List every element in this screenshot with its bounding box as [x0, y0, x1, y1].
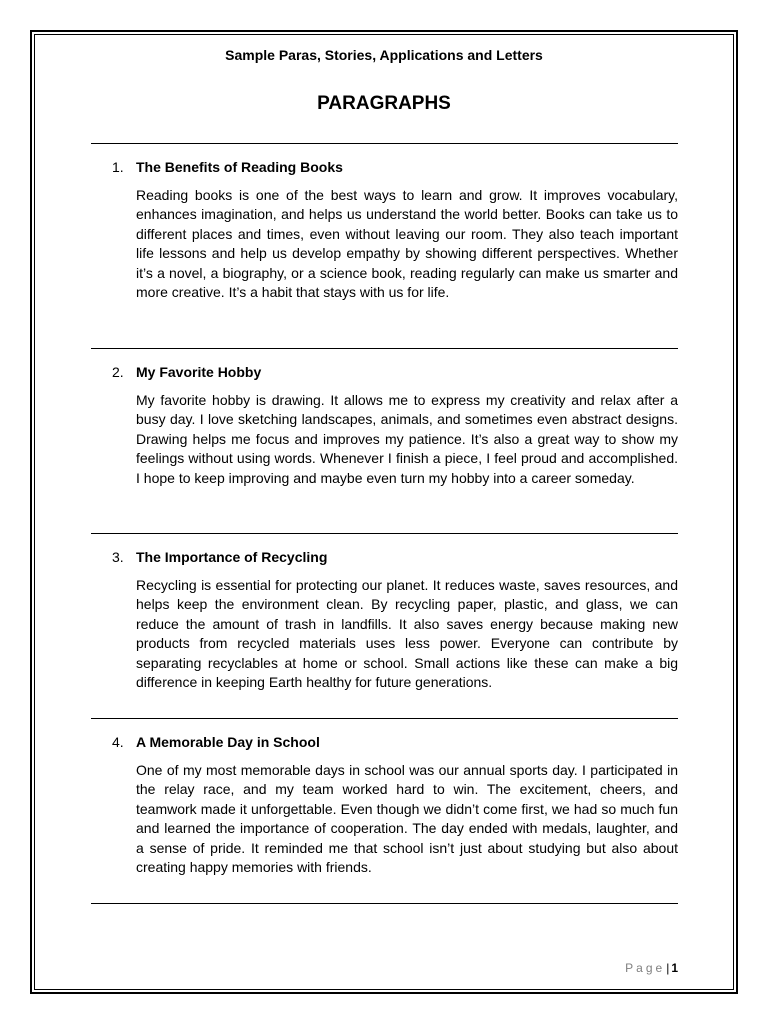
page-footer: [625, 960, 678, 976]
paragraph-section: [91, 547, 678, 692]
section-number: 2.: [112, 364, 124, 380]
section-number: 4.: [112, 734, 124, 750]
page-label: Page: [625, 961, 666, 975]
section-body: Reading books is one of the best ways to learn and grow. It improves vocabulary, enhances imagination, and helps us understand the world better. Books can take us to different places and times, even without leaving our room. They also teach important life lessons and help us develop empathy by showing different perspectives. Whether it’s a novel, a biography, or a science book, reading regularly can make us smarter and more creative. It’s a habit that stays with us for life.: [136, 187, 678, 301]
paragraph-section: [91, 362, 678, 488]
divider: [91, 348, 678, 349]
section-heading: [91, 157, 678, 177]
section-title: The Importance of Recycling: [136, 549, 328, 565]
paragraph-section: [91, 732, 678, 877]
section-heading: [91, 732, 678, 752]
divider: [91, 143, 678, 144]
section-number: 1.: [112, 159, 124, 175]
section-title: My Favorite Hobby: [136, 364, 262, 380]
paragraph-section: [91, 157, 678, 302]
section-number: 3.: [112, 549, 124, 565]
page-number: 1: [671, 961, 678, 975]
document-title: PARAGRAPHS: [317, 93, 451, 114]
section-heading: [91, 547, 678, 567]
document-subtitle: Sample Paras, Stories, Applications and Letters: [225, 47, 543, 63]
section-title: The Benefits of Reading Books: [136, 159, 343, 175]
section-body: Recycling is essential for protecting our planet. It reduces waste, saves resources, and helps keep the environment clean. By recycling paper, plastic, and glass, we can reduce the amount of trash in landfills. It also saves energy because making new products from recycled materials uses less power. Everyone can contribute by separating recyclables at home or school. Small actions like these can make a big difference in keeping Earth healthy for future generations.: [136, 577, 678, 691]
page-separator: |: [666, 961, 670, 975]
section-body: My favorite hobby is drawing. It allows me to express my creativity and relax after a busy day. I love sketching landscapes, animals, and sometimes even abstract designs. Drawing helps me focus and improves my patience. It’s also a great way to show my feelings without using words. Whenever I finish a piece, I feel proud and accomplished. I hope to keep improving and maybe even turn my hobby into a career someday.: [136, 392, 678, 486]
divider: [91, 533, 678, 534]
section-body: One of my most memorable days in school was our annual sports day. I participated in the relay race, and my team worked hard to win. The excitement, cheers, and teamwork made it unforgettable. Even though we didn’t come first, we had so much fun and learned the importance of cooperation. The day ended with medals, laughter, and a sense of pride. It reminded me that school isn’t just about studying but also about creating happy memories with friends.: [136, 762, 678, 876]
section-title: A Memorable Day in School: [136, 734, 320, 750]
divider: [91, 903, 678, 904]
divider: [91, 718, 678, 719]
section-heading: [91, 362, 678, 382]
